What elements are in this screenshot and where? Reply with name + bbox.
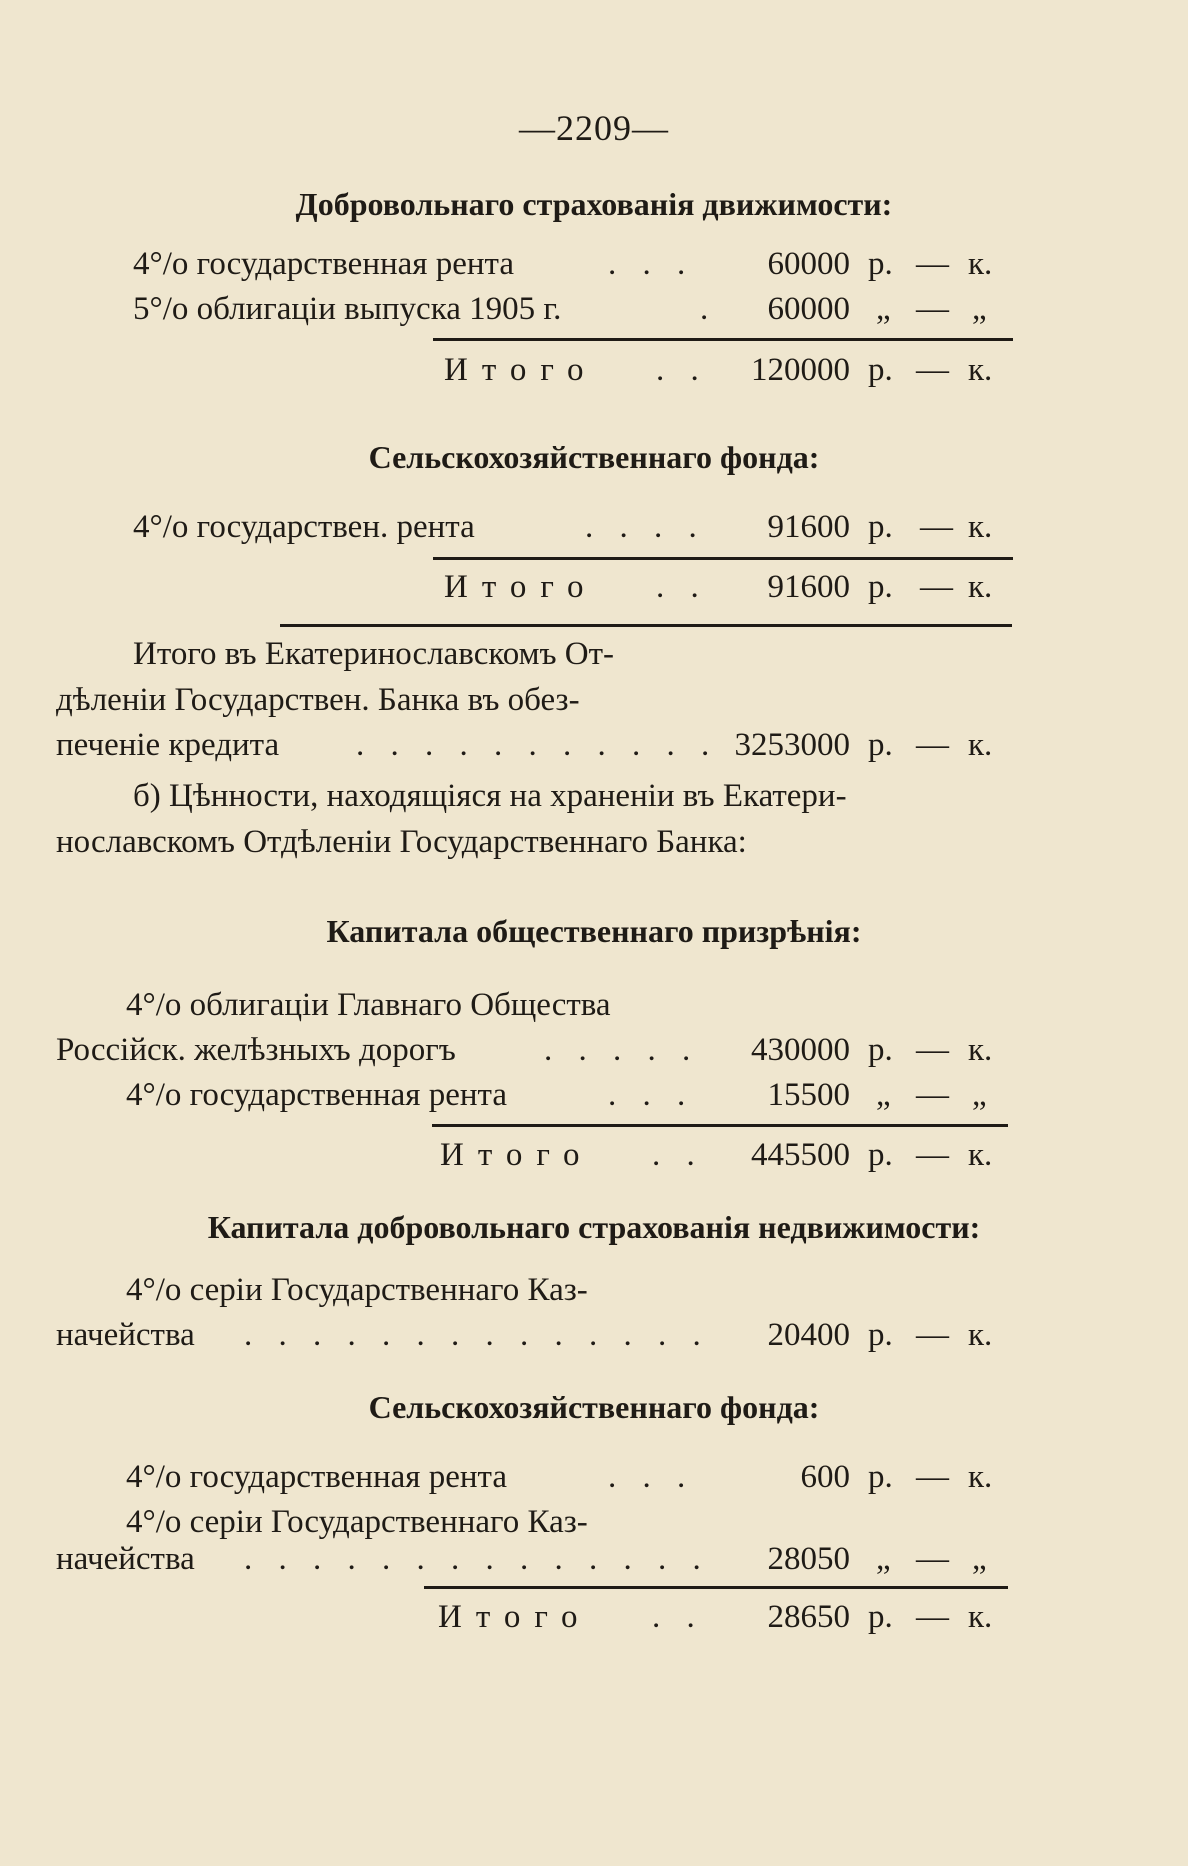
row-description: 4°/o серіи Государственнаго Каз-	[126, 1504, 588, 1540]
dash: —	[920, 509, 953, 545]
section-title-movable-insurance: Добровольнаго страхованія движимости:	[295, 186, 893, 222]
amount: 91600	[767, 509, 850, 545]
dash: —	[916, 727, 949, 763]
dash: —	[916, 1077, 949, 1113]
leader-dots: . . . . . . . . . . .	[356, 727, 719, 763]
kopecks: к.	[968, 727, 993, 763]
leader-dots: . .	[656, 352, 708, 388]
section-title-agricultural-fund-2: Сельскохозяйственнаго фонда:	[368, 1389, 820, 1425]
leader-dots: . . .	[608, 1077, 695, 1113]
leader-dots: . . . . .	[544, 1032, 700, 1068]
part-b-line-1: б) Цѣнности, находящіяся на храненіи въ Екатери-	[133, 778, 847, 814]
unit: р.	[868, 509, 893, 545]
kopecks: к.	[968, 509, 993, 545]
leader-dots: . . . . . . . . . . . . . .	[244, 1317, 710, 1353]
part-b-line-2: нославскомъ Отдѣленіи Государственнаго Банка:	[56, 824, 747, 860]
row-description: 4°/o государствен. рента	[133, 509, 475, 545]
leader-dots: . . .	[608, 246, 695, 282]
dash: —	[916, 1541, 949, 1577]
unit: р.	[868, 569, 893, 605]
total-label: Итого	[438, 1599, 592, 1635]
summary-line-2: дѣленіи Государствен. Банка въ обез-	[56, 682, 580, 718]
leader-dots: . .	[656, 569, 708, 605]
unit: р.	[868, 1317, 893, 1353]
summary-line-3: печеніе кредита	[56, 727, 280, 763]
total-rule	[424, 1586, 1008, 1589]
dash: —	[916, 1459, 949, 1495]
row-description: 5°/o облигаціи выпуска 1905 г.	[133, 291, 562, 327]
leader-dots: . . .	[608, 1459, 695, 1495]
unit: р.	[868, 246, 893, 282]
dash: —	[920, 569, 953, 605]
dash: —	[916, 246, 949, 282]
leader-dots: . .	[652, 1599, 704, 1635]
dash: —	[916, 1317, 949, 1353]
amount: 60000	[767, 246, 850, 282]
leader-dots: . .	[652, 1137, 704, 1173]
section-title-agricultural-fund: Сельскохозяйственнаго фонда:	[368, 439, 820, 475]
amount: 28050	[767, 1541, 850, 1577]
kopecks: к.	[968, 1032, 993, 1068]
unit: р.	[868, 1032, 893, 1068]
total-amount: 120000	[751, 352, 850, 388]
summary-line-1: Итого въ Екатеринославскомъ От-	[133, 636, 615, 672]
amount: 430000	[751, 1032, 850, 1068]
kopecks: к.	[968, 246, 993, 282]
dash: —	[916, 1032, 949, 1068]
row-description-cont: начейства	[56, 1541, 195, 1577]
kopecks: „	[972, 291, 987, 327]
total-label: Итого	[440, 1137, 594, 1173]
summary-amount: 3253000	[734, 727, 850, 763]
kopecks: к.	[968, 1317, 993, 1353]
section-title-public-charity: Капитала общественнаго призрѣнія:	[326, 913, 862, 949]
row-description: 4°/o серіи Государственнаго Каз-	[126, 1272, 588, 1308]
unit: р.	[868, 352, 893, 388]
total-amount: 91600	[767, 569, 850, 605]
row-description: 4°/o государственная рента	[126, 1459, 507, 1495]
leader-dots: .	[700, 291, 709, 327]
unit: р.	[868, 727, 893, 763]
dash: —	[916, 1137, 949, 1173]
section-title-real-estate-insurance: Капитала добровольнаго страхованія недвижимости:	[207, 1209, 981, 1245]
total-amount: 445500	[751, 1137, 850, 1173]
unit: р.	[868, 1459, 893, 1495]
amount: 600	[800, 1459, 850, 1495]
total-label: Итого	[444, 569, 598, 605]
kopecks: к.	[968, 352, 993, 388]
kopecks: „	[972, 1541, 987, 1577]
total-label: Итого	[444, 352, 598, 388]
section-divider	[280, 624, 1012, 627]
page-number: —2209—	[519, 108, 669, 148]
total-rule	[432, 1124, 1008, 1127]
row-description: 4°/o государственная рента	[133, 246, 514, 282]
kopecks: к.	[968, 1459, 993, 1495]
kopecks: к.	[968, 569, 993, 605]
kopecks: „	[972, 1077, 987, 1113]
kopecks: к.	[968, 1599, 993, 1635]
amount: 20400	[767, 1317, 850, 1353]
total-rule	[433, 557, 1013, 560]
unit: „	[876, 1541, 891, 1577]
unit: „	[876, 1077, 891, 1113]
row-description: 4°/o государственная рента	[126, 1077, 507, 1113]
unit: р.	[868, 1599, 893, 1635]
amount: 15500	[767, 1077, 850, 1113]
leader-dots: . . . .	[585, 509, 706, 545]
unit: р.	[868, 1137, 893, 1173]
row-description-cont: начейства	[56, 1317, 195, 1353]
row-description-cont: Россійск. желѣзныхъ дорогъ	[56, 1032, 456, 1068]
row-description: 4°/o облигаціи Главнаго Общества	[126, 987, 611, 1023]
total-rule	[433, 338, 1013, 341]
dash: —	[916, 352, 949, 388]
leader-dots: . . . . . . . . . . . . . .	[244, 1541, 710, 1577]
dash: —	[916, 1599, 949, 1635]
amount: 60000	[767, 291, 850, 327]
dash: —	[916, 291, 949, 327]
unit: „	[876, 291, 891, 327]
total-amount: 28650	[767, 1599, 850, 1635]
kopecks: к.	[968, 1137, 993, 1173]
